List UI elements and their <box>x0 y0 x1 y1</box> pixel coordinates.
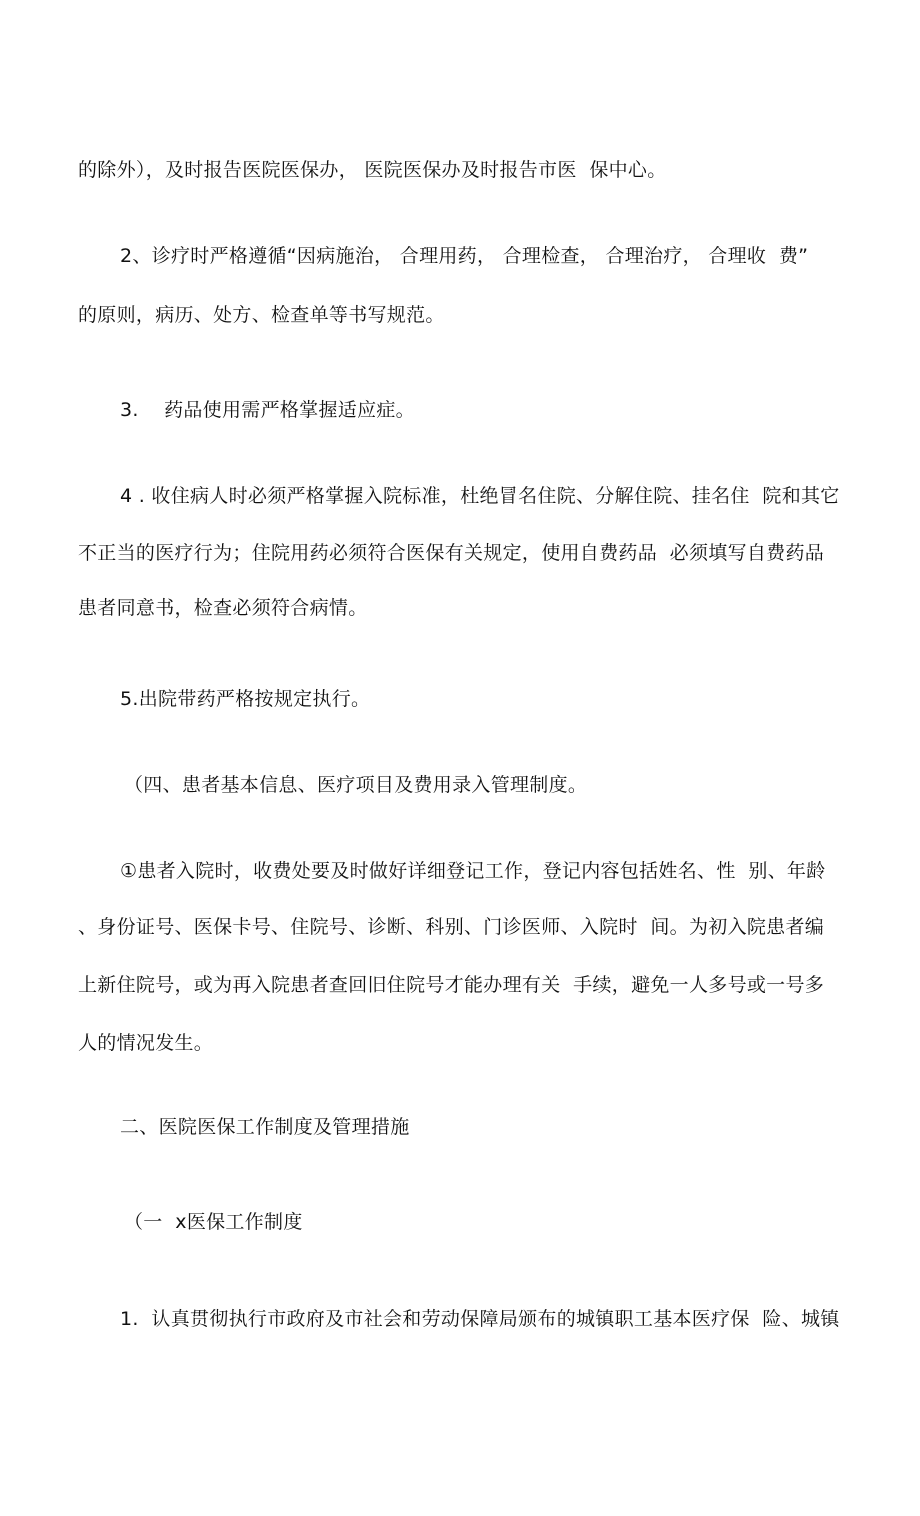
paragraph-line: 3. 药品使用需严格掌握适应症。 <box>120 399 415 421</box>
subsection-heading: （一 x医保工作制度 <box>124 1211 303 1233</box>
paragraph-line: 4 . 收住病人时必须严格掌握入院标准，杜绝冒名住院、分解住院、挂名住 院和其它 <box>120 485 840 507</box>
paragraph-line: 的除外），及时报告医院医保办， 医院医保办及时报告市医 保中心。 <box>78 159 667 181</box>
paragraph-line: 人的情况发生。 <box>78 1032 214 1054</box>
paragraph-line: 不正当的医疗行为；住院用药必须符合医保有关规定，使用自费药品 必须填写自费药品 <box>78 542 825 564</box>
paragraph-line: 、身份证号、医保卡号、住院号、诊断、科别、门诊医师、入院时 间。为初入院患者编 <box>78 916 825 938</box>
paragraph-line: ①患者入院时，收费处要及时做好详细登记工作，登记内容包括姓名、性 别、年龄 <box>120 860 826 882</box>
paragraph-line: 5.出院带药严格按规定执行。 <box>120 688 371 710</box>
paragraph-line: 的原则，病历、处方、检查单等书写规范。 <box>78 304 445 326</box>
paragraph-line: 患者同意书，检查必须符合病情。 <box>78 597 368 619</box>
section-heading: 二、医院医保工作制度及管理措施 <box>120 1116 410 1138</box>
paragraph-line: 上新住院号，或为再入院患者查回旧住院号才能办理有关 手续，避免一人多号或一号多 <box>78 974 825 996</box>
paragraph-line: 1. 认真贯彻执行市政府及市社会和劳动保障局颁布的城镇职工基本医疗保 险、城镇 <box>120 1308 840 1330</box>
section-heading: （四、患者基本信息、医疗项目及费用录入管理制度。 <box>124 774 588 796</box>
paragraph-line: 2、诊疗时严格遵循“因病施治， 合理用药， 合理检查， 合理治疗， 合理收 费” <box>120 245 809 267</box>
